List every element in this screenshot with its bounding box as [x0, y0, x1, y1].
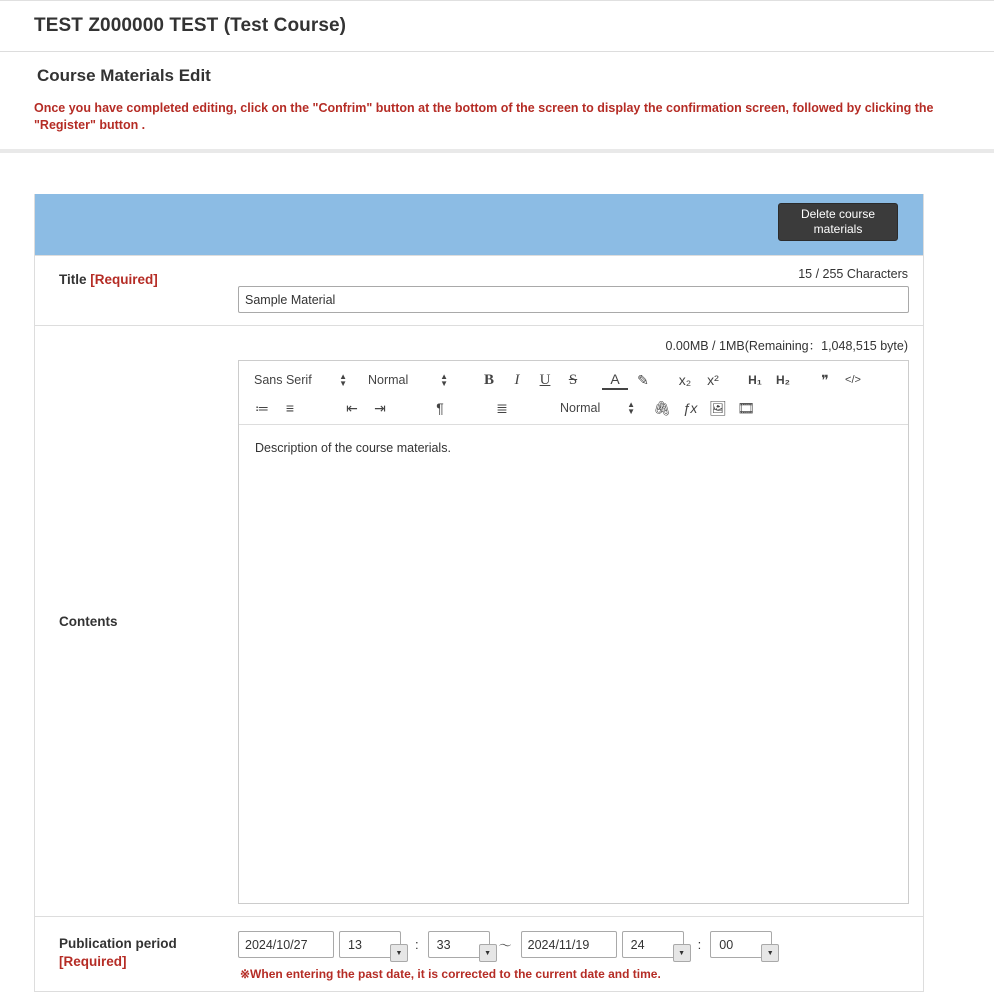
chevron-down-icon[interactable]: ▼	[673, 944, 691, 962]
indent-icon[interactable]: ⇥	[374, 399, 386, 416]
publication-period-label-text: Publication period	[59, 936, 177, 951]
end-minute-select[interactable]	[710, 931, 772, 958]
start-hour-value: 13	[348, 937, 362, 952]
font-color-icon[interactable]: A	[602, 371, 628, 390]
chevron-updown-icon: ▲ ▼	[339, 372, 347, 388]
font-family-select[interactable]	[247, 369, 351, 391]
publication-period-required-marker: [Required]	[59, 954, 127, 970]
chevron-down-icon[interactable]: ▼	[479, 944, 497, 962]
block-format-select[interactable]	[553, 397, 639, 419]
editor-wrapper	[238, 334, 909, 904]
start-hour-select[interactable]	[339, 931, 401, 958]
editor-toolbar-row-2	[247, 395, 900, 421]
align-icon[interactable]: ≣	[496, 399, 508, 416]
italic-icon[interactable]: I	[514, 371, 520, 388]
bullet-list-icon[interactable]: ≡	[285, 400, 295, 416]
end-minute-value: 00	[719, 937, 734, 952]
video-icon[interactable]: 🎞	[737, 399, 755, 416]
course-header	[0, 1, 994, 52]
superscript-icon[interactable]: x²	[707, 372, 719, 388]
end-date-input[interactable]	[521, 931, 617, 958]
course-title: TEST Z000000 TEST (Test Course)	[34, 15, 347, 36]
font-size-value: Normal	[368, 373, 409, 387]
start-date-input[interactable]	[238, 931, 334, 958]
formula-icon[interactable]: ƒx	[682, 400, 698, 416]
start-minute-value: 33	[436, 937, 451, 952]
font-family-value: Sans Serif	[254, 373, 312, 387]
block-format-value: Normal	[560, 401, 601, 415]
period-separator: ～	[498, 938, 512, 953]
chevron-down-icon[interactable]: ▼	[390, 944, 408, 962]
end-hour-value: 24	[630, 937, 645, 952]
contents-label-text: Contents	[59, 613, 118, 629]
title-row-label	[35, 256, 238, 325]
instruction-notice: Once you have completed editing, click on the "Confrim" button at the bottom of the screen to display the confirmation screen, followed by clicking the "Register" button .	[34, 101, 934, 132]
title-required-marker: [Required]	[90, 272, 158, 287]
attachment-icon[interactable]: 🖇	[653, 399, 671, 416]
editor-toolbar	[239, 361, 908, 425]
publication-period-note: ※When entering the past date, it is corrected to the current date and time.	[240, 967, 661, 981]
subscript-icon[interactable]: x₂	[678, 372, 692, 388]
text-direction-icon[interactable]: ¶	[436, 400, 444, 416]
heading-1-icon[interactable]: H₁	[748, 373, 762, 387]
title-label-text: Title	[59, 272, 87, 287]
title-input[interactable]	[238, 286, 909, 313]
editor-content-area[interactable]	[239, 425, 908, 903]
rich-text-editor	[238, 360, 909, 904]
form-action-bar	[35, 194, 923, 255]
bold-icon[interactable]: B	[483, 371, 494, 388]
start-time-colon: :	[415, 937, 419, 952]
publication-period-inputs	[238, 931, 907, 958]
page-title: Course Materials Edit	[37, 66, 211, 85]
publication-period-label	[35, 917, 238, 991]
blockquote-icon[interactable]: ❞	[821, 371, 829, 388]
contents-row-body	[238, 326, 925, 916]
page-subheader	[0, 52, 994, 153]
delete-course-materials-button[interactable]: Delete course materials	[778, 203, 898, 241]
publication-period-body	[238, 917, 923, 991]
title-row-body	[238, 256, 925, 325]
title-character-counter: 15 / 255 Characters	[798, 267, 908, 281]
contents-row-label	[35, 326, 238, 916]
end-hour-select[interactable]	[622, 931, 684, 958]
chevron-down-icon[interactable]: ▼	[761, 944, 779, 962]
highlight-color-icon[interactable]: ✎	[637, 371, 649, 388]
chevron-updown-icon: ▲ ▼	[627, 400, 635, 416]
course-materials-form	[34, 194, 924, 992]
editor-paragraph: Description of the course materials.	[255, 441, 451, 455]
title-row	[35, 255, 923, 325]
chevron-updown-icon: ▲ ▼	[440, 372, 448, 388]
attachment-size-info: 0.00MB / 1MB(Remaining：1,048,515 byte)	[665, 339, 908, 353]
end-time-colon: :	[697, 937, 702, 952]
contents-row	[35, 325, 923, 916]
underline-icon[interactable]: U	[539, 371, 551, 388]
font-size-select[interactable]	[361, 369, 452, 391]
outdent-icon[interactable]: ⇤	[346, 399, 358, 416]
ordered-list-icon[interactable]: ≔	[255, 399, 269, 416]
strikethrough-icon[interactable]: S	[568, 371, 578, 388]
image-icon[interactable]: 🖼	[709, 399, 727, 416]
heading-2-icon[interactable]: H₂	[776, 373, 790, 387]
editor-toolbar-row-1	[247, 367, 900, 393]
start-minute-select[interactable]	[428, 931, 490, 958]
publication-period-row	[35, 916, 923, 991]
code-block-icon[interactable]: </>	[845, 374, 861, 386]
